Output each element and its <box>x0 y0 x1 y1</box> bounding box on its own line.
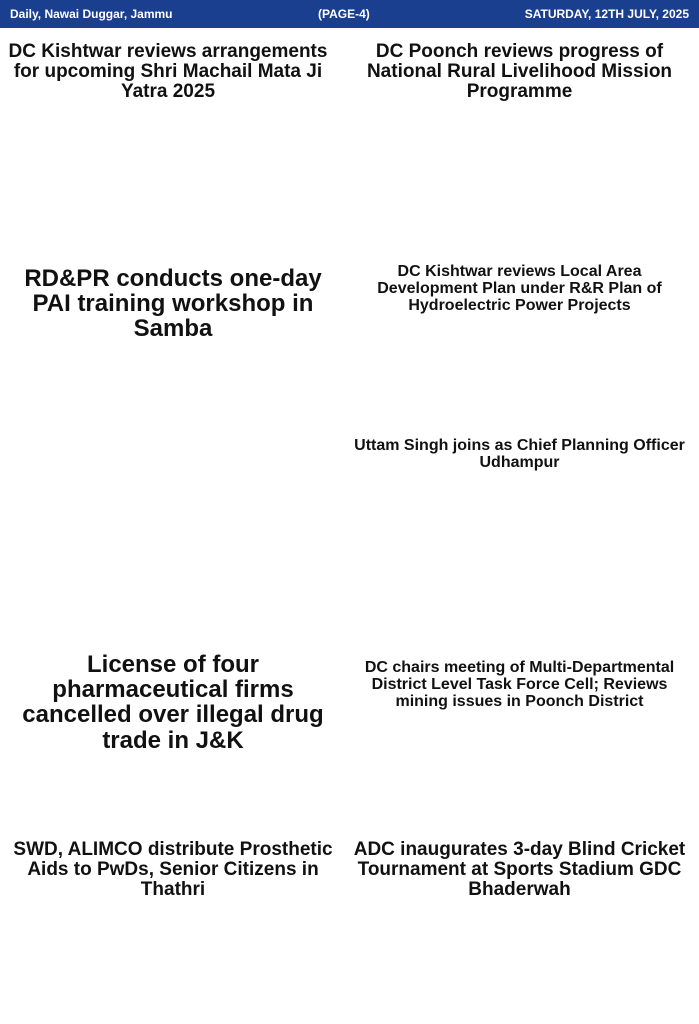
article-1-headline: DC Kishtwar reviews arrangements for upcoming Shri Machail Mata Ji Yatra 2025 <box>8 41 328 102</box>
page-number: (PAGE-4) <box>318 7 370 21</box>
issue-date: SATURDAY, 12TH JULY, 2025 <box>524 7 689 21</box>
publication-name: Daily, Nawai Duggar, Jammu <box>10 7 173 21</box>
masthead <box>0 0 699 28</box>
article-5-headline: Uttam Singh joins as Chief Planning Officer Udhampur <box>354 437 685 471</box>
article-8-headline: SWD, ALIMCO distribute Prosthetic Aids to PwDs, Senior Citizens in Thathri <box>13 839 333 900</box>
article-7-headline: DC chairs meeting of Multi-Departmental District Level Task Force Cell; Reviews mining issues in Poonch District <box>364 659 675 710</box>
article-2-headline: DC Poonch reviews progress of National Rural Livelihood Mission Programme <box>366 41 673 102</box>
article-4-headline: RD&PR conducts one-day PAI training workshop in Samba <box>24 265 322 343</box>
article-3-headline: DC Kishtwar reviews Local Area Development Plan under R&R Plan of Hydroelectric Power Projects <box>377 263 662 314</box>
article-9-headline: ADC inaugurates 3-day Blind Cricket Tournament at Sports Stadium GDC Bhaderwah <box>353 839 686 900</box>
article-6-headline: License of four pharmaceutical firms cancelled over illegal drug trade in J&K <box>22 651 324 754</box>
